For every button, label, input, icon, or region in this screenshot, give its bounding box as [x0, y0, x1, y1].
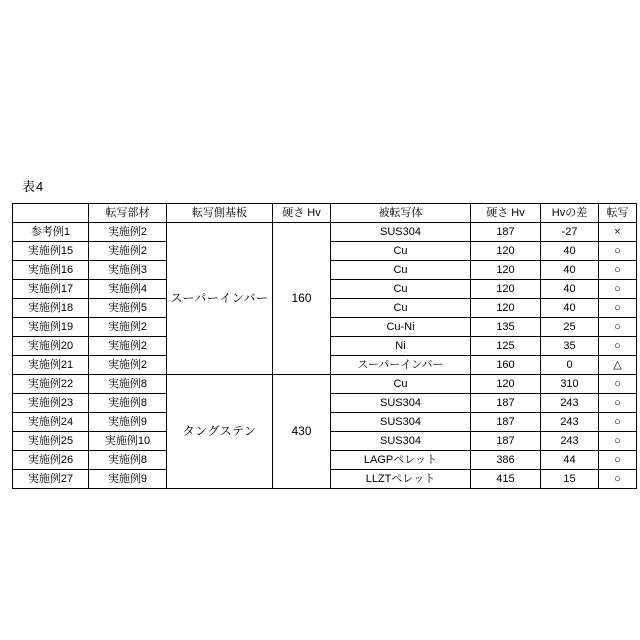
row-target: Cu	[331, 299, 471, 318]
row-diff: 243	[541, 413, 599, 432]
row-diff: 310	[541, 375, 599, 394]
row-label: 実施例19	[13, 318, 89, 337]
row-transfer: ○	[599, 432, 637, 451]
header-cell-substrate: 転写側基板	[167, 204, 273, 223]
row-hardness: 125	[471, 337, 541, 356]
row-target: LLZTペレット	[331, 470, 471, 489]
header-cell-hardness-diff: Hvの差	[541, 204, 599, 223]
row-diff: 44	[541, 451, 599, 470]
results-table	[12, 203, 637, 489]
header-cell-blank	[13, 204, 89, 223]
merged-substrate-super-invar: スーパーインバー	[167, 223, 273, 375]
row-member: 実施例5	[89, 299, 167, 318]
row-transfer: ○	[599, 280, 637, 299]
row-transfer: ○	[599, 470, 637, 489]
row-diff: 35	[541, 337, 599, 356]
row-transfer: ○	[599, 242, 637, 261]
table-caption: 表4	[22, 179, 45, 194]
row-diff: -27	[541, 223, 599, 242]
row-hardness: 135	[471, 318, 541, 337]
row-hardness: 187	[471, 413, 541, 432]
merged-hardness-tungsten: 430	[273, 375, 331, 489]
row-label: 実施例15	[13, 242, 89, 261]
row-target: Cu	[331, 261, 471, 280]
row-target: Cu	[331, 375, 471, 394]
row-diff: 40	[541, 261, 599, 280]
row-transfer: ○	[599, 261, 637, 280]
row-hardness: 160	[471, 356, 541, 375]
row-transfer: △	[599, 356, 637, 375]
row-label: 実施例20	[13, 337, 89, 356]
row-hardness: 187	[471, 223, 541, 242]
row-transfer: ○	[599, 299, 637, 318]
row-target: LAGPペレット	[331, 451, 471, 470]
row-target: SUS304	[331, 394, 471, 413]
row-hardness: 120	[471, 299, 541, 318]
row-hardness: 120	[471, 242, 541, 261]
row-member: 実施例2	[89, 318, 167, 337]
row-member: 実施例2	[89, 356, 167, 375]
row-diff: 40	[541, 280, 599, 299]
table-header-row	[13, 204, 637, 223]
row-diff: 40	[541, 242, 599, 261]
row-target: SUS304	[331, 432, 471, 451]
header-cell-member: 転写部材	[89, 204, 167, 223]
row-label: 実施例26	[13, 451, 89, 470]
row-transfer: ○	[599, 394, 637, 413]
table-container	[12, 203, 628, 489]
row-target: Ni	[331, 337, 471, 356]
row-member: 実施例2	[89, 337, 167, 356]
row-transfer: ○	[599, 337, 637, 356]
row-member: 実施例9	[89, 470, 167, 489]
row-label: 実施例18	[13, 299, 89, 318]
row-label: 実施例22	[13, 375, 89, 394]
header-cell-transfer: 転写	[599, 204, 637, 223]
row-member: 実施例2	[89, 242, 167, 261]
row-hardness: 120	[471, 261, 541, 280]
row-hardness: 120	[471, 375, 541, 394]
row-diff: 40	[541, 299, 599, 318]
row-member: 実施例9	[89, 413, 167, 432]
row-label: 実施例16	[13, 261, 89, 280]
row-target: SUS304	[331, 223, 471, 242]
row-target: Cu-Ni	[331, 318, 471, 337]
row-hardness: 187	[471, 432, 541, 451]
row-label: 実施例24	[13, 413, 89, 432]
merged-hardness-super-invar: 160	[273, 223, 331, 375]
row-hardness: 187	[471, 394, 541, 413]
header-cell-hardness-target: 硬さ Hv	[471, 204, 541, 223]
row-diff: 15	[541, 470, 599, 489]
table-row	[13, 375, 637, 394]
row-member: 実施例8	[89, 394, 167, 413]
row-transfer: ○	[599, 451, 637, 470]
row-transfer: ○	[599, 318, 637, 337]
row-label: 実施例21	[13, 356, 89, 375]
row-hardness: 386	[471, 451, 541, 470]
row-diff: 25	[541, 318, 599, 337]
row-label: 実施例23	[13, 394, 89, 413]
row-member: 実施例8	[89, 375, 167, 394]
header-cell-target: 被転写体	[331, 204, 471, 223]
row-label: 実施例17	[13, 280, 89, 299]
row-label: 実施例27	[13, 470, 89, 489]
row-target: SUS304	[331, 413, 471, 432]
row-diff: 0	[541, 356, 599, 375]
merged-substrate-tungsten: タングステン	[167, 375, 273, 489]
row-hardness: 415	[471, 470, 541, 489]
header-cell-hardness-member: 硬さ Hv	[273, 204, 331, 223]
row-member: 実施例3	[89, 261, 167, 280]
row-member: 実施例10	[89, 432, 167, 451]
row-member: 実施例8	[89, 451, 167, 470]
row-target: スーパーインバー	[331, 356, 471, 375]
row-transfer: ○	[599, 375, 637, 394]
row-diff: 243	[541, 432, 599, 451]
row-transfer: ○	[599, 413, 637, 432]
row-hardness: 120	[471, 280, 541, 299]
row-transfer: ×	[599, 223, 637, 242]
row-label: 参考例1	[13, 223, 89, 242]
row-target: Cu	[331, 242, 471, 261]
row-member: 実施例2	[89, 223, 167, 242]
table-row	[13, 223, 637, 242]
row-label: 実施例25	[13, 432, 89, 451]
row-diff: 243	[541, 394, 599, 413]
row-member: 実施例4	[89, 280, 167, 299]
row-target: Cu	[331, 280, 471, 299]
